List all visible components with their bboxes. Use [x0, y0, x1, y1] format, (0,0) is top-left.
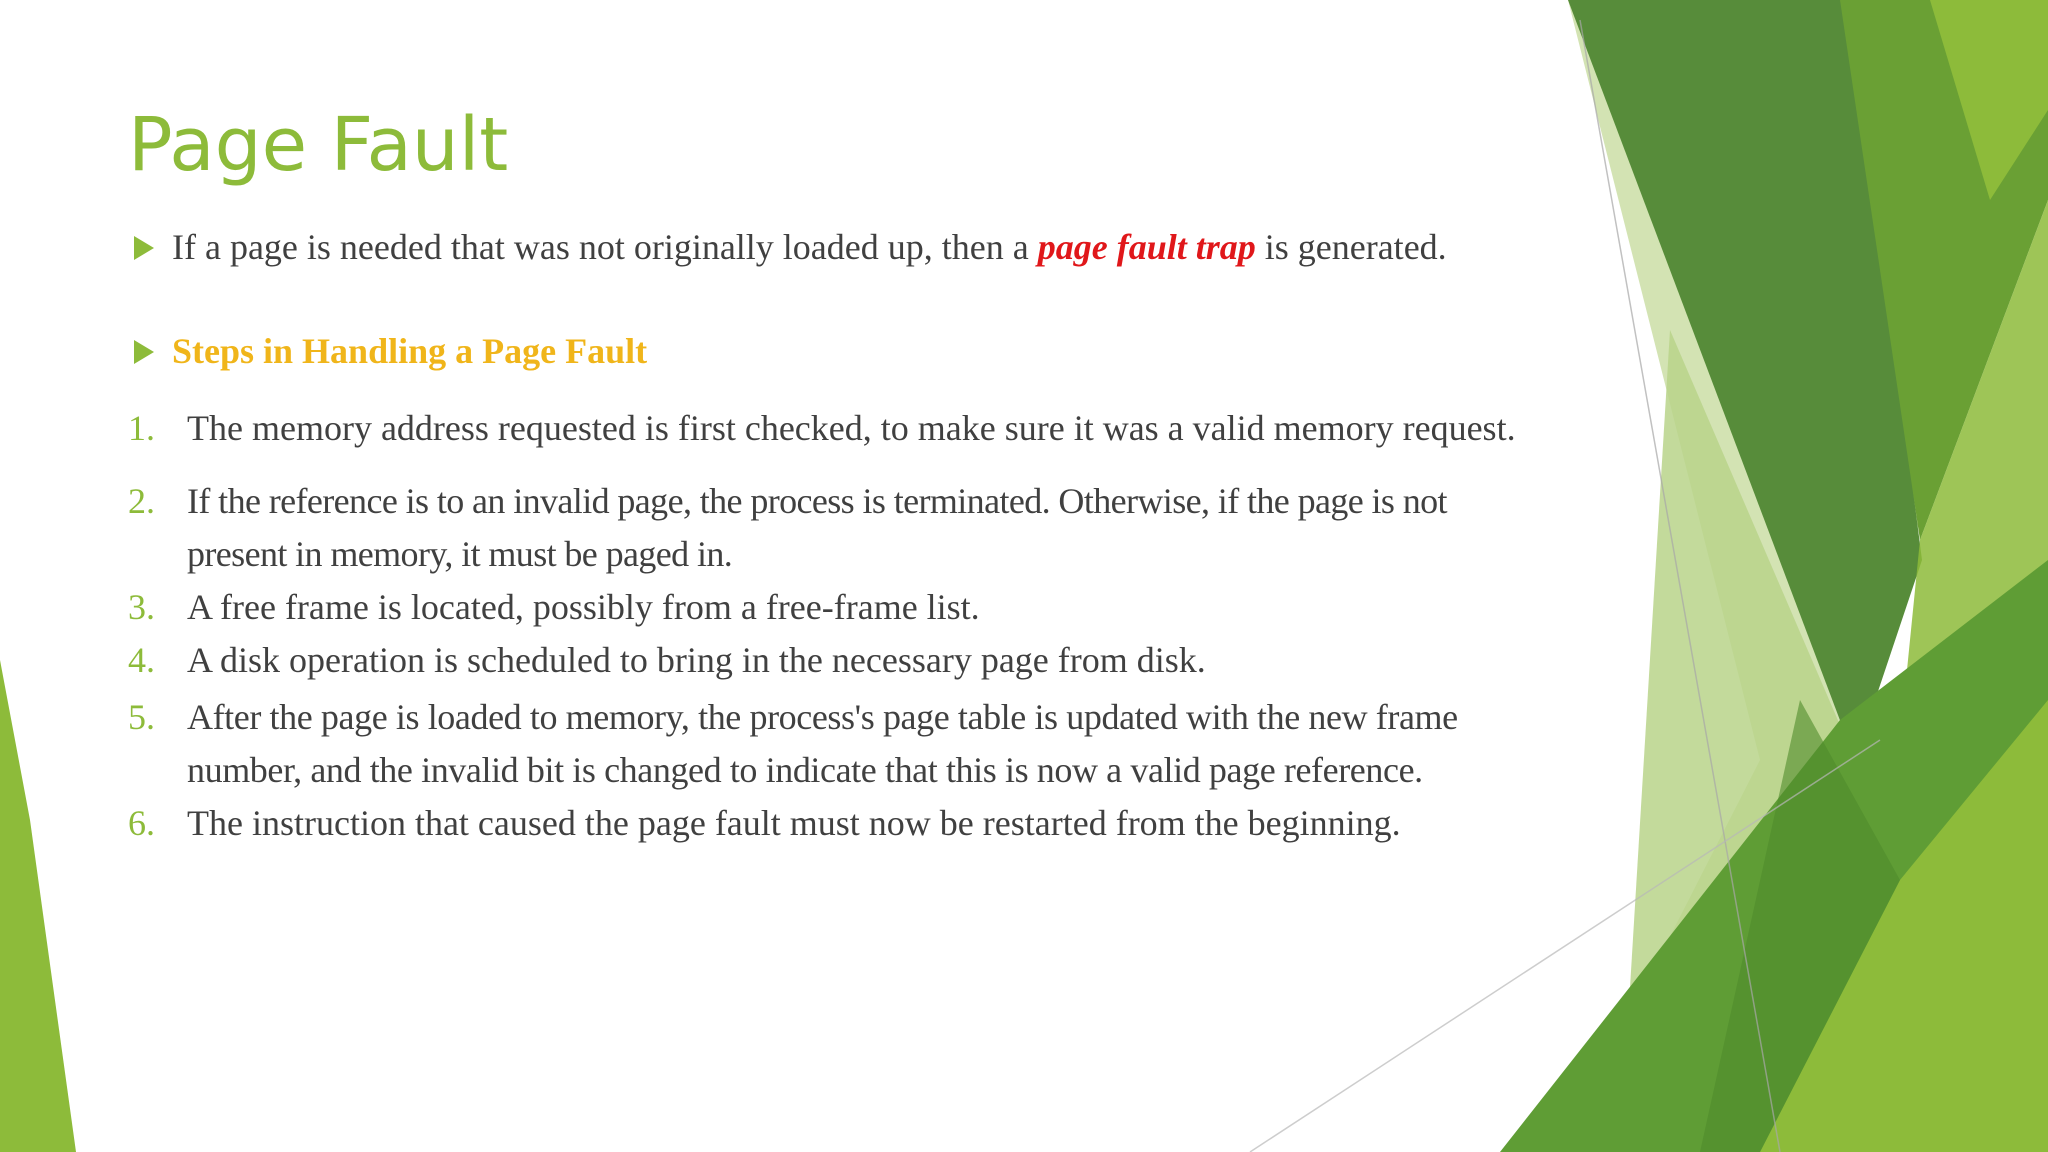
step-text: After the page is loaded to memory, the process's page table is updated with the new frame number, and the invalid bit is changed to indicate that this is now a valid page reference. — [187, 697, 1458, 790]
intro-text — [172, 226, 1447, 269]
step-text: If the reference is to an invalid page, the process is terminated. Otherwise, if the page is not present in memory, it must be paged in. — [187, 481, 1447, 574]
page-fault-trap-emphasis: page fault trap — [1037, 227, 1256, 267]
step-text: A free frame is located, possibly from a free-frame list. — [187, 587, 980, 627]
triangle-bullet-icon — [134, 340, 154, 364]
steps-heading-bullet — [134, 330, 647, 373]
step-number: 1. — [128, 408, 155, 448]
intro-text-before: If a page is needed that was not originally loaded up, then a — [172, 227, 1038, 267]
step-item — [128, 402, 1548, 455]
steps-list — [128, 402, 1548, 850]
intro-bullet — [134, 226, 1447, 269]
step-text: A disk operation is scheduled to bring in the necessary page from disk. — [187, 640, 1206, 680]
step-item — [128, 581, 1548, 634]
intro-text-after: is generated. — [1255, 227, 1447, 267]
step-number: 5. — [128, 697, 155, 737]
step-number: 4. — [128, 640, 155, 680]
triangle-bullet-icon — [134, 236, 154, 260]
step-item — [128, 691, 1548, 797]
step-number: 2. — [128, 481, 155, 521]
step-item — [128, 475, 1548, 581]
step-number: 6. — [128, 803, 155, 843]
step-number: 3. — [128, 587, 155, 627]
slide-title: Page Fault — [128, 102, 509, 188]
step-text: The instruction that caused the page fault must now be restarted from the beginning. — [187, 803, 1401, 843]
steps-heading: Steps in Handling a Page Fault — [172, 331, 648, 371]
step-item — [128, 634, 1548, 687]
step-item — [128, 797, 1548, 850]
step-text: The memory address requested is first checked, to make sure it was a valid memory request. — [187, 408, 1516, 448]
